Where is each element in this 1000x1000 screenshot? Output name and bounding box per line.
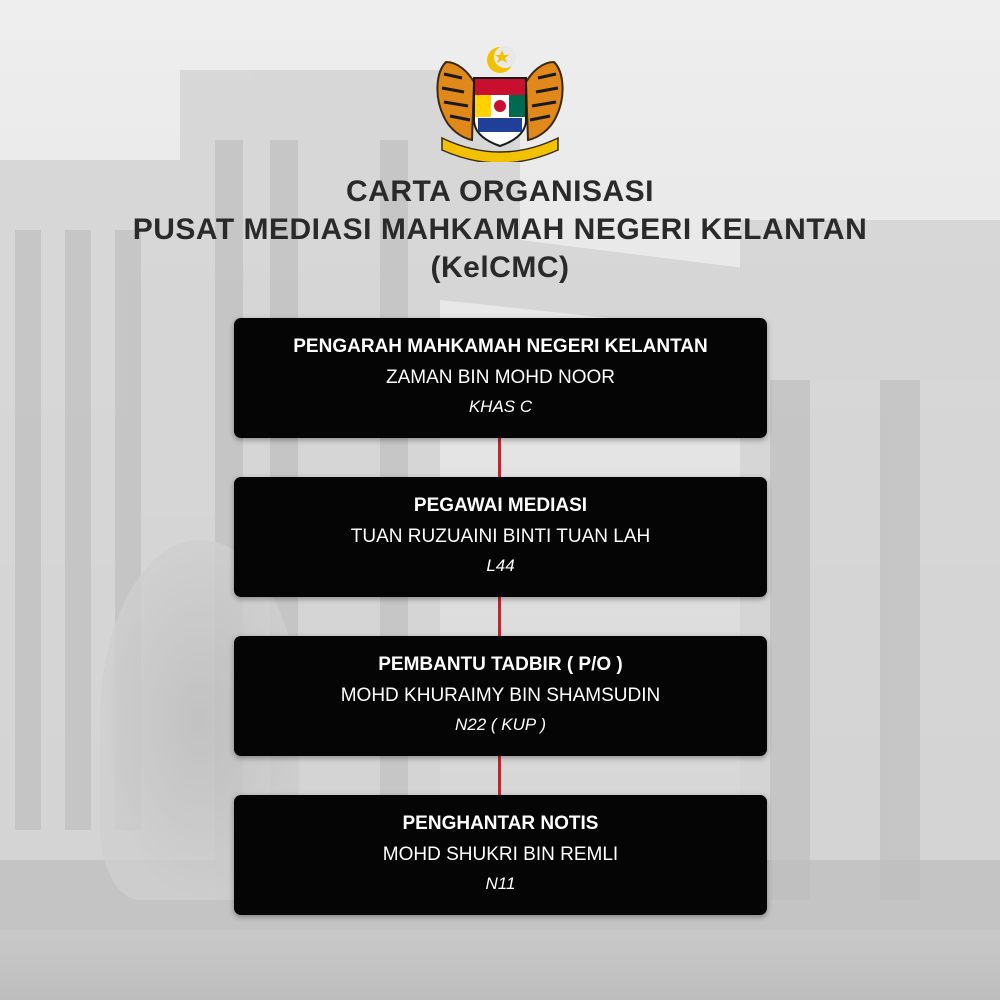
connector-3: [498, 756, 501, 795]
person-name: MOHD SHUKRI BIN REMLI: [382, 844, 619, 865]
person-name: TUAN RUZUAINI BINTI TUAN LAH: [350, 526, 651, 547]
role-label: PENGARAH MAHKAMAH NEGERI KELANTAN: [293, 336, 708, 357]
grade-label: L44: [486, 556, 515, 575]
person-name: ZAMAN BIN MOHD NOOR: [385, 367, 616, 388]
person-name: MOHD KHURAIMY BIN SHAMSUDIN: [340, 685, 661, 706]
grade-label: KHAS C: [468, 397, 533, 416]
org-box-notice-server: [234, 795, 767, 915]
title-line-3: (KelCMC): [430, 251, 570, 284]
role-label: PEMBANTU TADBIR ( P/O ): [378, 654, 623, 675]
chart-title: [0, 173, 1000, 287]
grade-label: N11: [485, 874, 516, 893]
malaysia-coat-of-arms-icon: [428, 42, 572, 162]
role-label: PEGAWAI MEDIASI: [413, 495, 588, 516]
role-label: PENGHANTAR NOTIS: [402, 813, 599, 834]
grade-label: N22 ( KUP ): [454, 715, 546, 734]
title-line-2: PUSAT MEDIASI MAHKAMAH NEGERI KELANTAN: [132, 213, 868, 246]
org-box-admin-assistant: [234, 636, 767, 756]
connector-1: [498, 438, 501, 477]
org-box-director: [234, 318, 767, 438]
title-line-1: CARTA ORGANISASI: [346, 175, 654, 208]
org-box-mediation-officer: [234, 477, 767, 597]
connector-2: [498, 597, 501, 636]
